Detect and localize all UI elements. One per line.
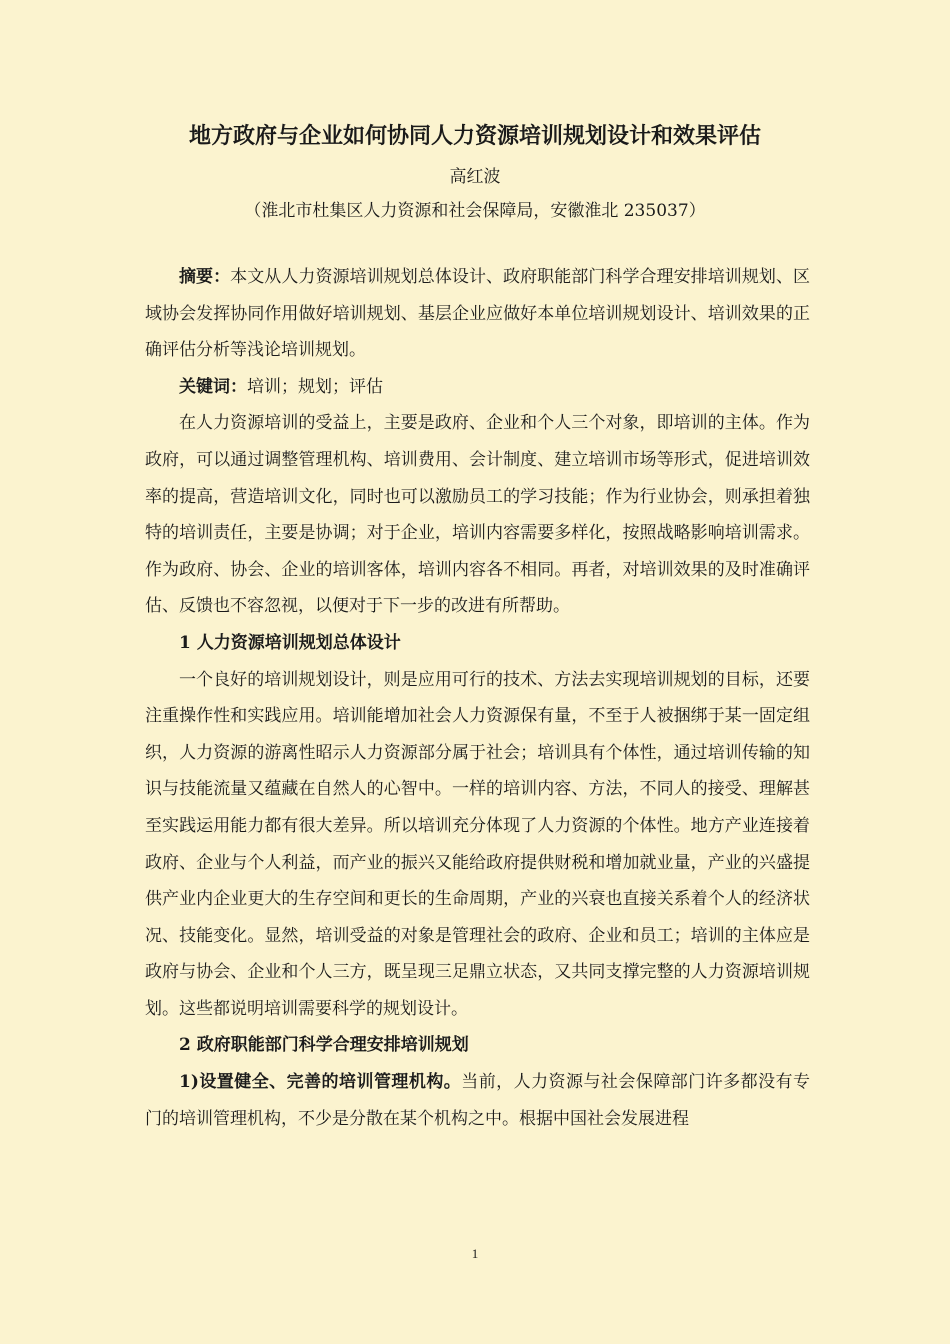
section-2-paragraph [145, 1064, 810, 1137]
intro-paragraph: 在人力资源培训的受益上，主要是政府、企业和个人三个对象，即培训的主体。作为政府，可以通过调整管理机构、培训费用、会计制度、建立培训市场等形式，促进培训效率的提高，营造培训文化，同时也可以激励员工的学习技能；作为行业协会，则承担着独特的培训责任，主要是协调；对于企业，培训内容需要多样化，按照战略影响培训需求。作为政府、协会、企业的培训客体，培训内容各不相同。再者，对培训效果的及时准确评估、反馈也不容忽视，以便对于下一步的改进有所帮助。 [145, 413, 810, 617]
section-1-heading: 1 人力资源培训规划总体设计 [179, 632, 401, 653]
section-2-item-1-label: 1)设置健全、完善的培训管理机构。 [179, 1072, 462, 1093]
abstract-paragraph [145, 259, 810, 369]
paper-title: 地方政府与企业如何协同人力资源培训规划设计和效果评估 [188, 123, 761, 149]
keywords-label: 关键词： [179, 376, 247, 397]
author-name: 高红波 [449, 167, 501, 187]
page-number: 1 [471, 1246, 479, 1261]
keywords-paragraph [145, 369, 810, 406]
abstract-label: 摘要： [179, 267, 231, 287]
paper-body [145, 259, 810, 1137]
keywords-text: 培训；规划；评估 [247, 376, 383, 397]
author-affiliation: （淮北市杜集区人力资源和社会保障局，安徽淮北 235037） [244, 201, 706, 221]
section-2-item-1-text: 当前，人力资源与社会保障部门许多都没有专门的培训管理机构，不少是分散在某个机构之中。根据中国社会发展进程 [145, 1072, 811, 1129]
abstract-text: 本文从人力资源培训规划总体设计、政府职能部门科学合理安排培训规划、区域协会发挥协同作用做好培训规划、基层企业应做好本单位培训规划设计、培训效果的正确评估分析等浅论培训规划。 [145, 267, 811, 361]
section-2-heading: 2 政府职能部门科学合理安排培训规划 [179, 1035, 469, 1056]
section-1-paragraph: 一个良好的培训规划设计，则是应用可行的技术、方法去实现培训规划的目标，还要注重操作性和实践应用。培训能增加社会人力资源保有量，不至于人被捆绑于某一固定组织，人力资源的游离性昭示人力资源部分属于社会；培训具有个体性，通过培训传输的知识与技能流量又蕴藏在自然人的心智中。一样的培训内容、方法，不同人的接受、理解甚至实践运用能力都有很大差异。所以培训充分体现了人力资源的个体性。地方产业连接着政府、企业与个人利益，而产业的振兴又能给政府提供财税和增加就业量，产业的兴盛提供产业内企业更大的生存空间和更长的生命周期，产业的兴衰也直接关系着个人的经济状况、技能变化。显然，培训受益的对象是管理社会的政府、企业和员工；培训的主体应是政府与协会、企业和个人三方，既呈现三足鼎立状态，又共同支撑完整的人力资源培训规划。这些都说明培训需要科学的规划设计。 [145, 669, 810, 1019]
